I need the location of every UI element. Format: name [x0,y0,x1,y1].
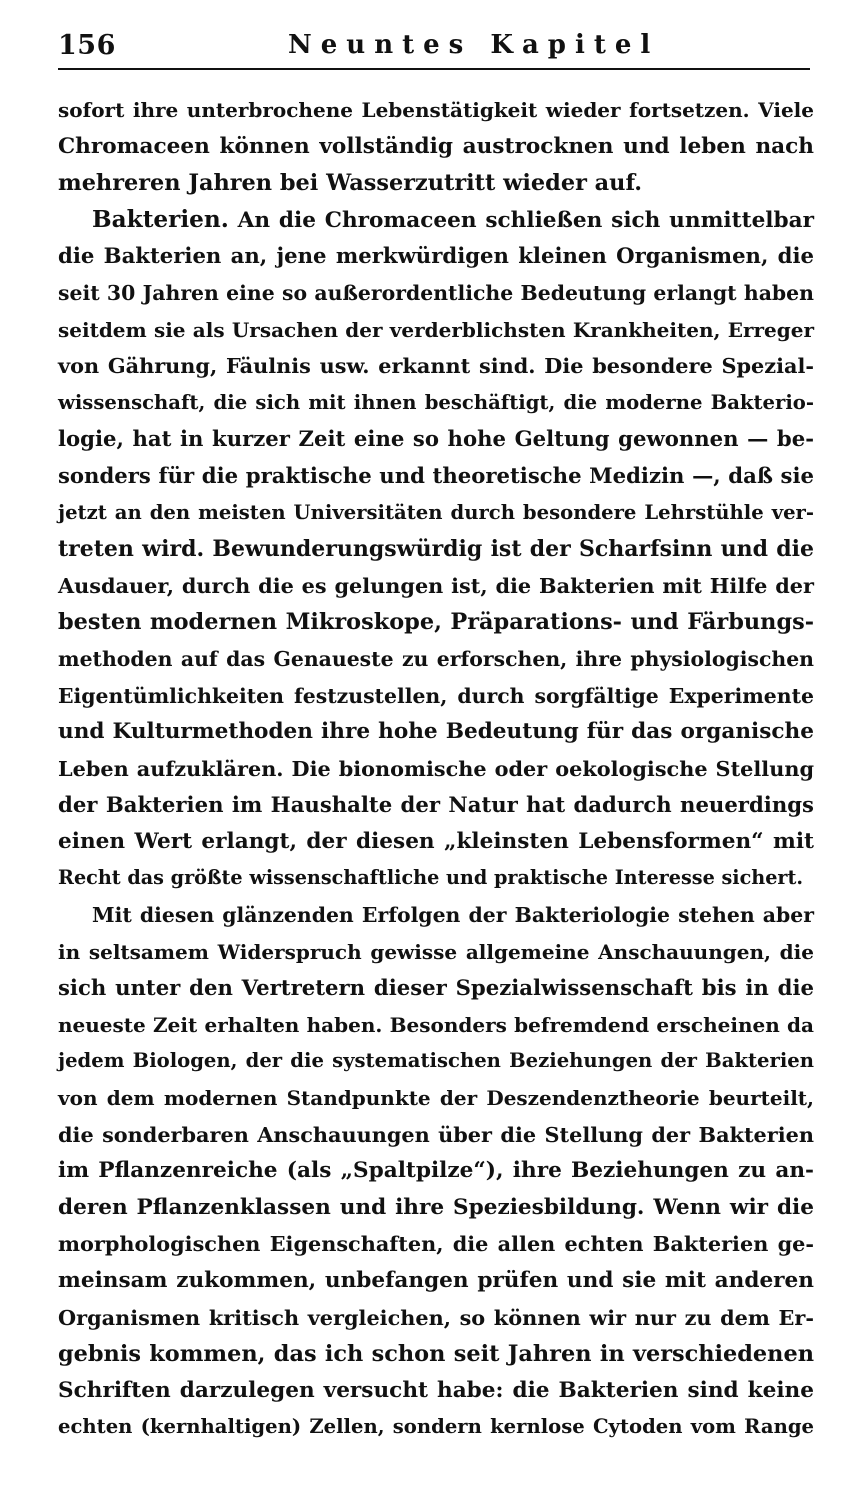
text-line: meinsam zukommen, unbefangen prüfen und sie mit anderen [58,1268,814,1293]
text-line: wissenschaft, die sich mit ihnen beschäftigt, die moderne Bakterio- [58,390,814,414]
text-line: der Bakterien im Haushalte der Natur hat dadurch neuerdings [58,792,814,818]
text-line-indented [58,897,814,934]
text-line: Ausdauer, durch die es gelungen ist, die Bakterien mit Hilfe der [58,572,814,598]
text-line: morphologischen Eigenschaften, die allen echten Bakterien ge- [58,1231,814,1257]
text-line: im Pflanzenreiche (als „Spaltpilze“), ihre Beziehungen zu an- [58,1158,814,1184]
text-line: von dem modernen Standpunkte der Deszendenztheorie beurteilt, [58,1086,814,1111]
body-text [58,92,814,1446]
text-line: logie, hat in kurzer Zeit eine so hohe Geltung gewonnen — be- [58,426,814,452]
text-line: besten modernen Mikroskope, Präparations- und Färbungs- [58,609,814,636]
page-number: 156 [58,30,116,61]
text-line-with-heading [58,202,814,239]
running-head: Neuntes Kapitel [288,30,660,60]
text-line: methoden auf das Genaueste zu erforschen, ihre physiologischen [58,646,814,671]
text-line: neueste Zeit erhalten haben. Besonders befremdend erscheinen da [58,1012,814,1037]
text-line: von Gährung, Fäulnis usw. erkannt sind. Die besondere Spezial- [58,353,814,379]
text-line: einen Wert erlangt, der diesen „kleinsten Lebensformen“ mit [58,828,814,854]
text-line: Chromaceen können vollständig austrocknen und leben nach [58,133,814,159]
text-line: echten (kernhaltigen) Zellen, sondern kernlose Cytoden vom Range [58,1415,814,1439]
text-line: Organismen kritisch vergleichen, so können wir nur zu dem Er- [58,1304,814,1330]
text-line: und Kulturmethoden ihre hohe Bedeutung für das organische [58,719,814,745]
text-line: jedem Biologen, der die systematischen Beziehungen der Bakterien [58,1049,814,1073]
text-line: jetzt an den meisten Universitäten durch besondere Lehrstühle ver- [58,500,814,524]
text-line: Recht das größte wissenschaftliche und praktische Interesse sichert. [58,866,804,890]
section-heading: Bakterien. [92,205,229,233]
text-line: die sonderbaren Anschauungen über die Stellung der Bakterien [58,1121,814,1147]
text-line-content: Mit diesen glänzenden Erfolgen der Bakteriologie stehen aber [92,903,814,928]
text-line: seit 30 Jahren eine so außerordentliche Bedeutung erlangt haben [58,280,814,305]
text-line: seitdem sie als Ursachen der verderblichsten Krankheiten, Erreger [58,317,814,342]
text-line: sich unter den Vertretern dieser Spezialwissenschaft bis in die [58,975,814,1001]
text-line: die Bakterien an, jene merkwürdigen kleinen Organismen, die [58,243,814,269]
text-line: in seltsamem Widerspruch gewisse allgemeine Anschauungen, die [58,939,814,964]
text-line: sofort ihre unterbrochene Lebenstätigkeit wieder fortsetzen. Viele [58,98,814,122]
text-line: Eigentümlichkeiten festzustellen, durch sorgfältige Experimente [58,683,814,708]
text-line: Schriften darzulegen versucht habe: die Bakterien sind keine [58,1377,814,1403]
text-line: sonders für die praktische und theoretische Medizin —, daß sie [58,462,814,488]
text-line: mehreren Jahren bei Wasserzutritt wieder auf. [58,170,643,197]
text-line: gebnis kommen, das ich schon seit Jahren in verschiedenen [58,1341,814,1368]
text-line: treten wird. Bewunderungswürdig ist der Scharfsinn und die [58,536,814,563]
page-header [58,28,810,70]
text-line: deren Pflanzenklassen und ihre Speziesbildung. Wenn wir die [58,1194,814,1220]
text-line-continuation: An die Chromaceen schließen sich unmittelbar [237,207,814,233]
text-line: Leben aufzuklären. Die bionomische oder oekologische Stellung [58,755,814,781]
